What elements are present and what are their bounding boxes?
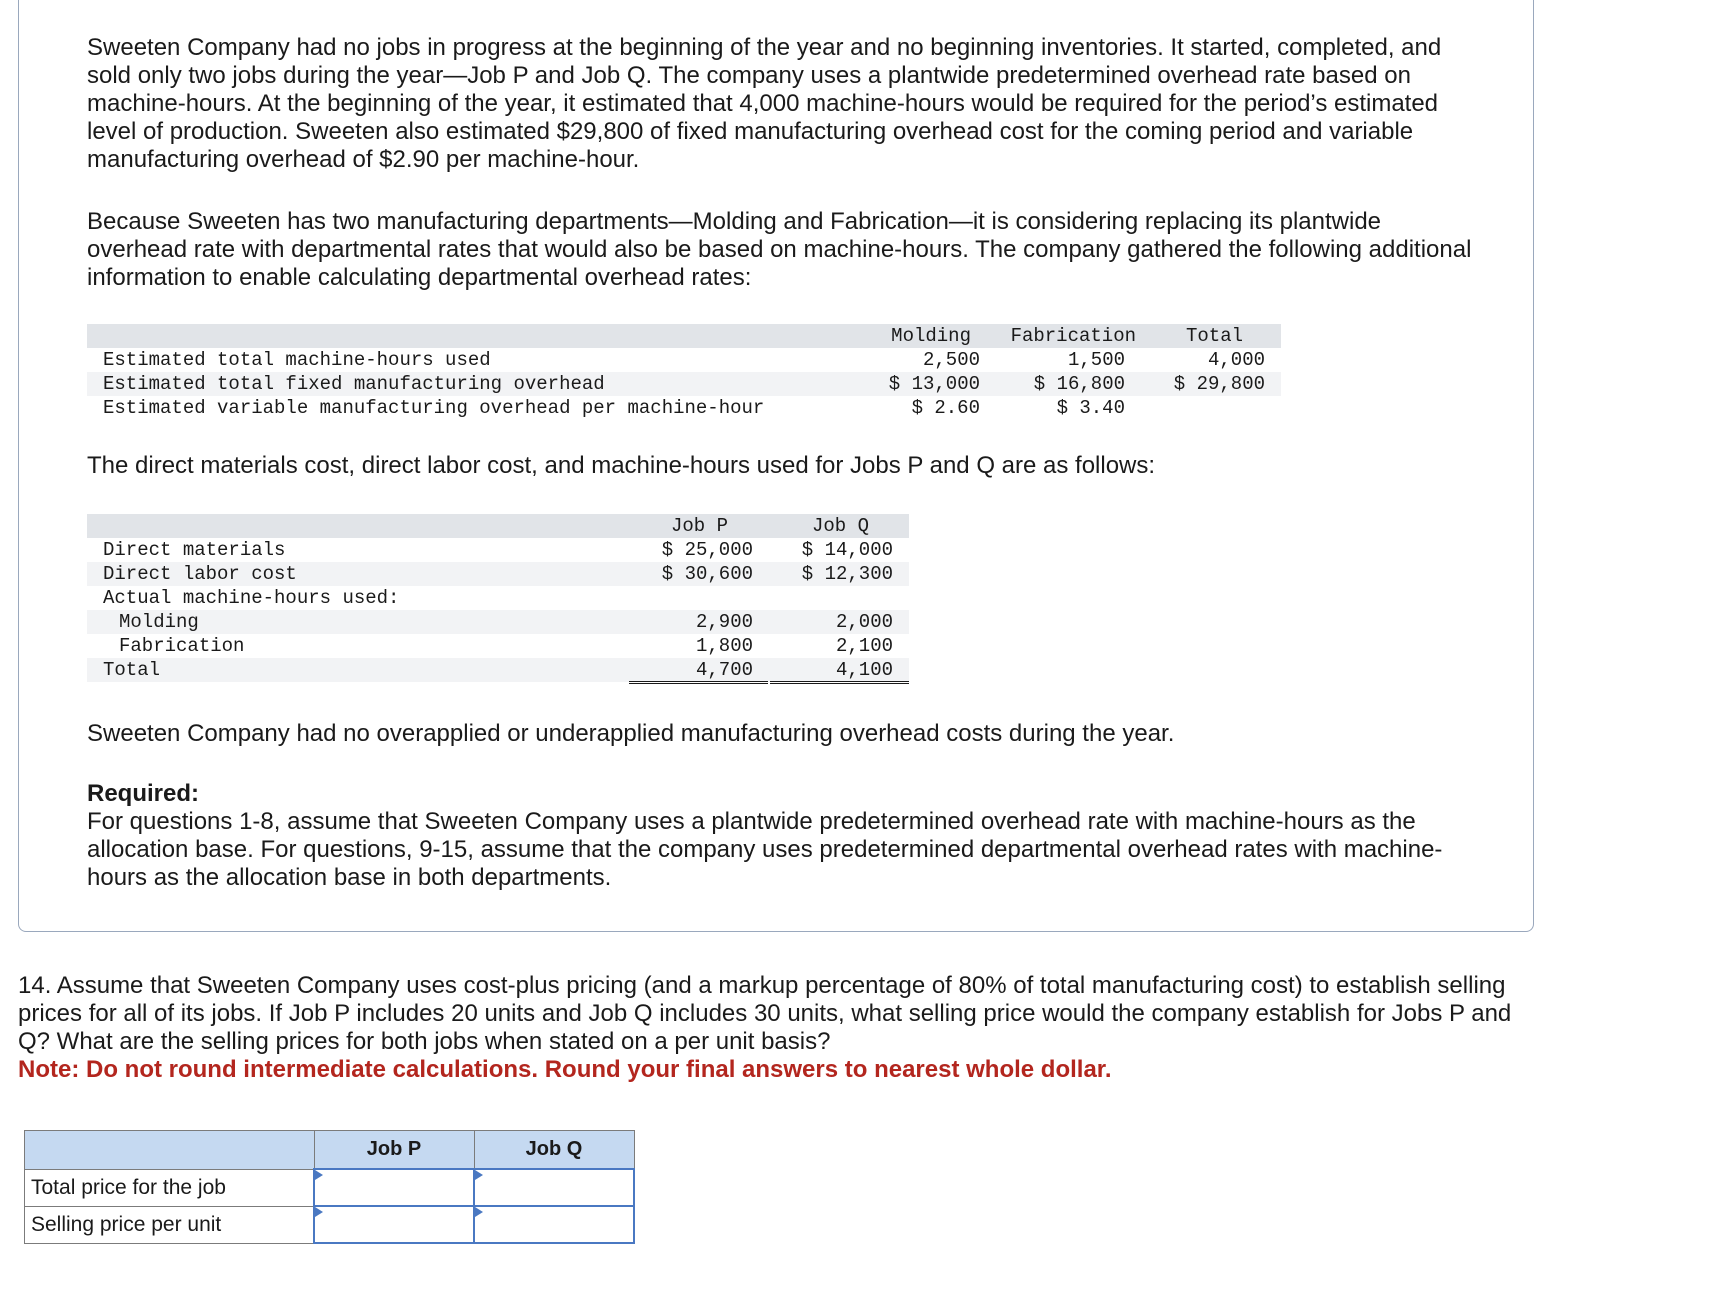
intro-paragraph-1: Sweeten Company had no jobs in progress at the beginning of the year and no beginning inventories. It started, completed, and sold only two jobs during the year—Job P and Job Q. The company uses a plantwide predetermined overhead rate based on machine-hours. At the beginning of the year, it estimated that 4,000 machine-hours would be required for the period’s estimated level of production. Sweeten also estimated $29,800 of fixed manufacturing overhead cost for the coming period and variable manufacturing overhead of $2.90 per machine-hour. <box>87 34 1442 173</box>
answer-table <box>24 1130 635 1244</box>
department-table <box>87 324 1281 420</box>
question-note: Note: Do not round intermediate calculations. Round your final answers to nearest whole dollar. <box>18 1056 1112 1083</box>
cell-fabrication: 1,500 <box>1067 349 1125 371</box>
answer-row-total-price <box>25 1169 635 1206</box>
header-job-q: Job Q <box>812 515 870 537</box>
answer-header-job-q: Job Q <box>474 1131 634 1170</box>
cell-molding: $ 13,000 <box>888 373 980 395</box>
job-table <box>87 514 909 682</box>
cell-job-q: 4,100 <box>835 659 893 681</box>
header-fabrication: Fabrication <box>1010 325 1136 347</box>
table-row <box>87 586 909 610</box>
row-label: Direct materials <box>103 539 286 561</box>
total-double-underline <box>629 681 768 684</box>
cell-job-q: 2,100 <box>835 635 893 657</box>
unit-price-job-q-input[interactable] <box>475 1207 633 1242</box>
row-label: Estimated total machine-hours used <box>103 349 491 371</box>
row-label: Estimated total fixed manufacturing overhead <box>103 373 605 395</box>
intro-paragraph-2: Because Sweeten has two manufacturing departments—Molding and Fabrication—it is considering replacing its plantwide overhead rate with departmental rates that would also be based on machine-hours. The company gathered the following additional information to enable calculating departmental overhead rates: <box>87 208 1472 291</box>
table-row <box>87 396 1281 420</box>
table-row <box>87 348 1281 372</box>
header-job-p: Job P <box>671 515 729 537</box>
total-price-job-q-cell <box>474 1169 634 1206</box>
cell-job-q: 2,000 <box>835 611 893 633</box>
table-row <box>87 610 909 634</box>
total-price-job-q-input[interactable] <box>475 1170 633 1205</box>
answer-row-label: Total price for the job <box>25 1169 315 1206</box>
table-row <box>87 538 909 562</box>
answer-row-price-per-unit <box>25 1206 635 1243</box>
total-price-job-p-input[interactable] <box>315 1170 473 1205</box>
required-heading: Required: <box>87 780 200 807</box>
required-text: For questions 1-8, assume that Sweeten Company uses a plantwide predetermined overhead rate with machine-hours as the allocation base. For questions, 9-15, assume that the company uses predetermined departmental overhead rates with machine-hours as the allocation base in both departments. <box>87 808 1443 891</box>
row-label: Direct labor cost <box>103 563 297 585</box>
answer-header-job-p: Job P <box>314 1131 474 1170</box>
total-price-job-p-cell <box>314 1169 474 1206</box>
cell-job-p: 2,900 <box>695 611 753 633</box>
intro-paragraph-3: The direct materials cost, direct labor cost, and machine-hours used for Jobs P and Q are as follows: <box>87 452 1156 479</box>
answer-header-blank <box>25 1131 315 1170</box>
cell-job-q: $ 12,300 <box>801 563 893 585</box>
unit-price-job-p-input[interactable] <box>315 1207 473 1242</box>
total-double-underline <box>770 681 909 684</box>
cell-fabrication: $ 3.40 <box>1056 397 1125 419</box>
table-row <box>87 658 909 682</box>
row-label: Total <box>103 659 161 681</box>
table-row <box>87 372 1281 396</box>
table-header-row <box>87 324 1281 348</box>
cell-molding: 2,500 <box>922 349 980 371</box>
cell-molding: $ 2.60 <box>911 397 980 419</box>
row-label: Molding <box>119 611 199 633</box>
cell-job-p: 4,700 <box>695 659 753 681</box>
cell-total: $ 29,800 <box>1173 373 1265 395</box>
table-header-row <box>87 514 909 538</box>
cell-total: 4,000 <box>1207 349 1265 371</box>
header-molding: Molding <box>891 325 971 347</box>
header-total: Total <box>1185 325 1243 347</box>
row-label: Estimated variable manufacturing overhead per machine-hour <box>103 397 765 419</box>
unit-price-job-q-cell <box>474 1206 634 1243</box>
cell-job-p: 1,800 <box>695 635 753 657</box>
question-text: 14. Assume that Sweeten Company uses cost-plus pricing (and a markup percentage of 80% of total manufacturing cost) to establish selling prices for all of its jobs. If Job P includes 20 units and Job Q includes 30 units, what selling price would the company establish for Jobs P and Q? What are the selling prices for both jobs when stated on a per unit basis? <box>18 972 1512 1055</box>
cell-job-p: $ 25,000 <box>661 539 753 561</box>
cell-fabrication: $ 16,800 <box>1033 373 1125 395</box>
table-row <box>87 634 909 658</box>
unit-price-job-p-cell <box>314 1206 474 1243</box>
row-label: Actual machine-hours used: <box>103 587 400 609</box>
table-row <box>87 562 909 586</box>
answer-header-row <box>25 1131 635 1170</box>
intro-paragraph-4: Sweeten Company had no overapplied or underapplied manufacturing overhead costs during the year. <box>87 720 1175 747</box>
answer-row-label: Selling price per unit <box>25 1206 315 1243</box>
row-label: Fabrication <box>119 635 245 657</box>
cell-job-q: $ 14,000 <box>801 539 893 561</box>
cell-job-p: $ 30,600 <box>661 563 753 585</box>
